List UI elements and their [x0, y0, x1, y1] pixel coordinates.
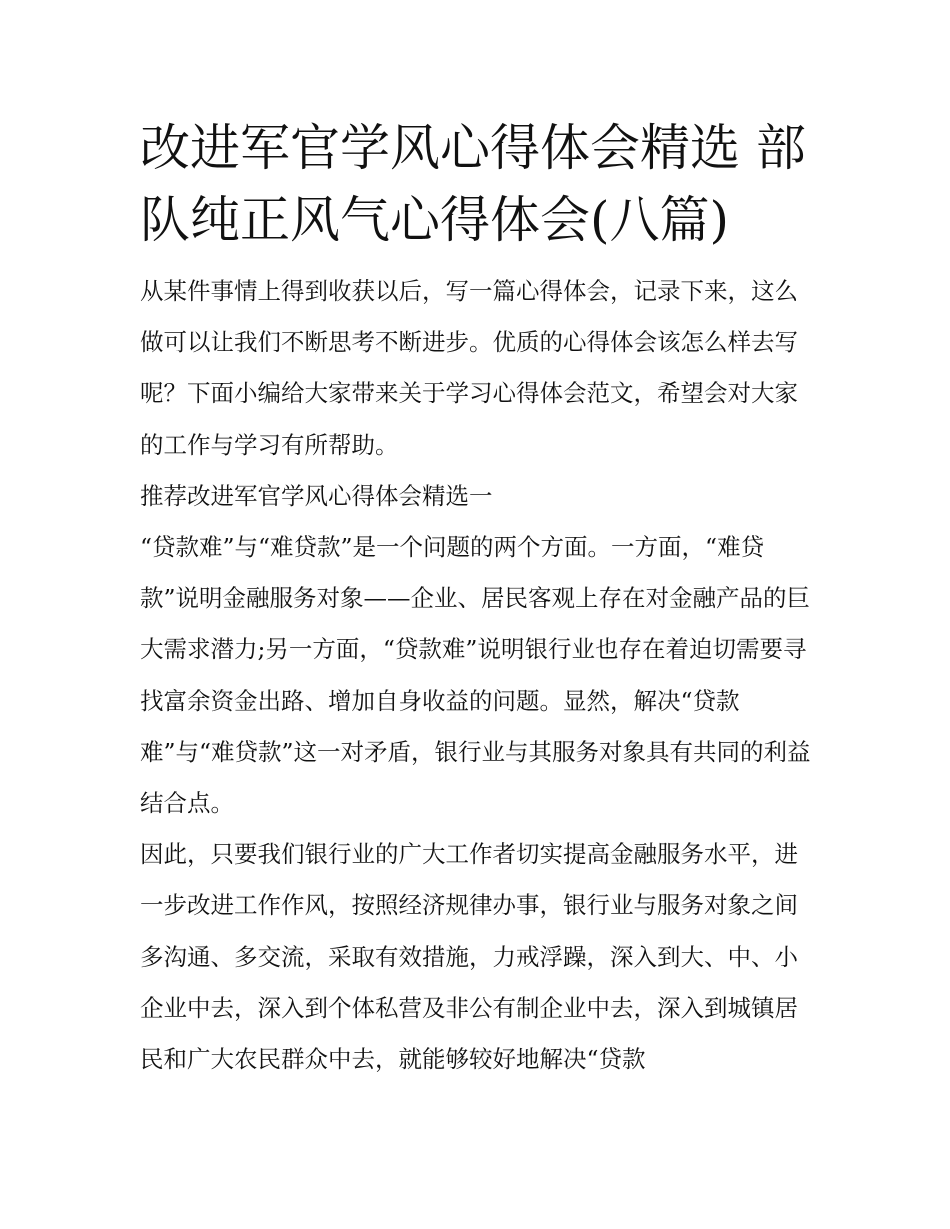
body-paragraph: 因此，只要我们银行业的广大工作者切实提高金融服务水平，进一步改进工作作风，按照经济规律办事，银行业与服务对象之间多沟通、多交流，采取有效措施，力戒浮躁，深入到大、中、小企业中去，深入到个体私营及非公有制企业中去，深入到城镇居民和广大农民群众中去，就能够较好地解决“贷款	[140, 840, 798, 1074]
document-body	[140, 112, 816, 1085]
document-title: 改进军官学风心得体会精选 部队纯正风气心得体会(八篇)	[140, 119, 806, 249]
section-heading: 推荐改进军官学风心得体会精选一	[140, 481, 493, 510]
body-paragraph: “贷款难”与“难贷款”是一个问题的两个方面。一方面，“难贷款”说明金融服务对象——企业、居民客观上存在对金融产品的巨大需求潜力;另一方面，“贷款难”说明银行业也存在着迫切需要寻找富余资金出路、增加自身收益的问题。显然，解决“贷款难”与“难贷款”这一对矛盾，银行业与其服务对象具有共同的利益结合点。	[140, 533, 811, 818]
intro-paragraph: 从某件事情上得到收获以后，写一篇心得体会，记录下来，这么做可以让我们不断思考不断进步。优质的心得体会该怎么样去写呢？下面小编给大家带来关于学习心得体会范文，希望会对大家的工作与学习有所帮助。	[140, 277, 798, 459]
